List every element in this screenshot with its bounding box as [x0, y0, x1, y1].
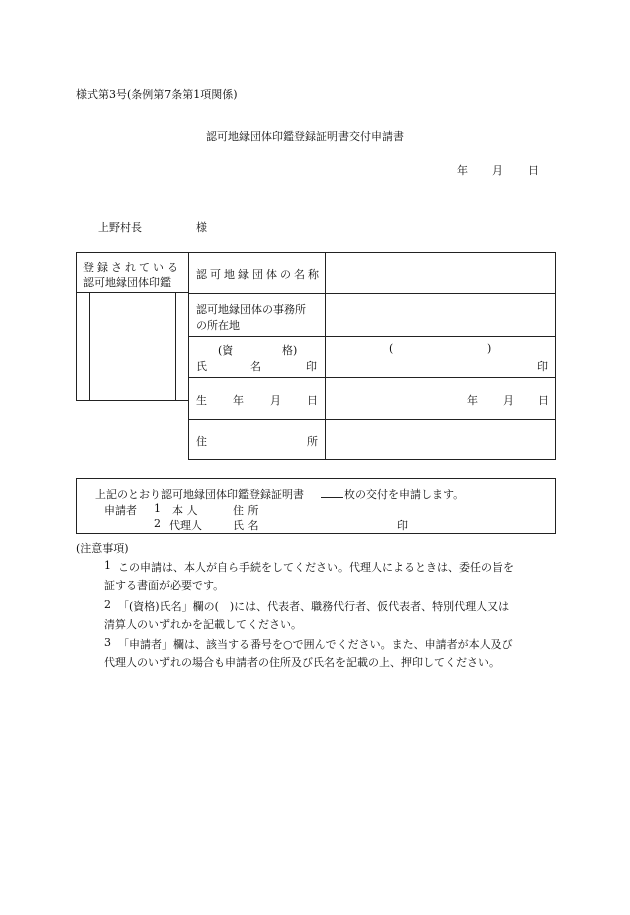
birth-year-label: 年: [233, 394, 244, 407]
row-label-group-name: 認可地縁団体の名称: [196, 268, 322, 281]
group-name-field[interactable]: [328, 255, 553, 291]
representative-seal-mark: 印: [537, 360, 548, 373]
addressee-name: 上野村長: [98, 221, 142, 234]
representative-address-field[interactable]: [328, 422, 553, 458]
note-3-line2: 代理人のいずれの場合も申請者の住所及び氏名を記載の上、押印してください。: [104, 656, 500, 669]
qualification-paren-close: ): [487, 342, 492, 355]
note-2-line1: 「(資格)氏名」欄の( )には、代表者、職務代行者、仮代表者、特別代理人又は: [118, 600, 510, 613]
birth-value-year: 年: [467, 394, 478, 407]
note-2-number: 2: [104, 598, 111, 611]
row-label-office-line2: の所在地: [196, 319, 240, 332]
office-address-field[interactable]: [328, 296, 553, 334]
date-month-label: 月: [492, 164, 503, 177]
note-3-number: 3: [104, 636, 111, 649]
applicant-address-label: 住 所: [233, 504, 259, 517]
birth-month-label: 月: [270, 394, 281, 407]
page-title: 認可地縁団体印鑑登録証明書交付申請書: [206, 130, 404, 143]
applicant-label: 申請者: [104, 504, 137, 517]
note-2-line2: 清算人のいずれかを記載してください。: [104, 618, 302, 631]
applicant-name-field[interactable]: [270, 516, 390, 530]
applicant-option-1-number[interactable]: 1: [154, 502, 161, 515]
qualification-open-label: (資: [218, 344, 234, 357]
note-1-line1: この申請は、本人が自ら手続をしてください。代理人によるときは、委任の旨を: [118, 561, 514, 574]
note-3-line1: 「申請者」欄は、該当する番号を○で囲んでください。また、申請者が本人及び: [118, 638, 513, 651]
seal-box-divider: [76, 292, 189, 293]
seal-label-line1: 登録されている: [83, 261, 181, 274]
birth-value-month: 月: [503, 394, 514, 407]
note-1-number: 1: [104, 559, 111, 572]
name-mei-label: 名: [250, 360, 261, 373]
applicant-option-2-label: 代理人: [169, 519, 202, 532]
address-ju-label: 住: [196, 435, 207, 448]
name-shi-label: 氏: [196, 360, 207, 373]
copies-count-field[interactable]: [321, 485, 343, 498]
birth-sei-label: 生: [196, 394, 207, 407]
date-day-label: 日: [528, 164, 539, 177]
request-text-prefix: 上記のとおり認可地縁団体印鑑登録証明書: [95, 488, 304, 501]
date-year-label: 年: [457, 164, 468, 177]
applicant-address-field[interactable]: [270, 501, 520, 515]
table-row-divider: [188, 419, 556, 420]
seal-label-line2: 認可地縁団体印鑑: [83, 276, 171, 289]
applicant-option-2-number[interactable]: 2: [154, 517, 161, 530]
table-column-divider: [325, 252, 326, 460]
birth-date-field[interactable]: [328, 380, 458, 417]
request-text-suffix: 枚の交付を申請します。: [344, 488, 465, 501]
birth-day-label: 日: [307, 394, 318, 407]
representative-name-field[interactable]: [328, 338, 528, 375]
table-row-divider: [188, 377, 556, 378]
applicant-name-label: 氏 名: [233, 519, 259, 532]
seal-box-inner-right: [175, 292, 176, 401]
qualification-close-label: 格): [282, 344, 298, 357]
name-seal-label: 印: [306, 360, 317, 373]
birth-value-day: 日: [538, 394, 549, 407]
note-1-line2: 証する書面が必要です。: [104, 579, 225, 592]
form-number: 様式第3号(条例第7条第1項関係): [76, 88, 238, 101]
table-row-divider: [188, 293, 556, 294]
addressee-honorific: 様: [196, 221, 207, 234]
notes-heading: (注意事項): [76, 542, 129, 555]
applicant-seal-mark: 印: [397, 519, 408, 532]
row-label-office-line1: 認可地縁団体の事務所: [196, 303, 306, 316]
applicant-option-1-label: 本 人: [172, 504, 198, 517]
qualification-paren-open: (: [389, 342, 394, 355]
address-sho-label: 所: [307, 435, 318, 448]
seal-box-inner-left: [89, 292, 90, 401]
table-row-divider: [188, 336, 556, 337]
